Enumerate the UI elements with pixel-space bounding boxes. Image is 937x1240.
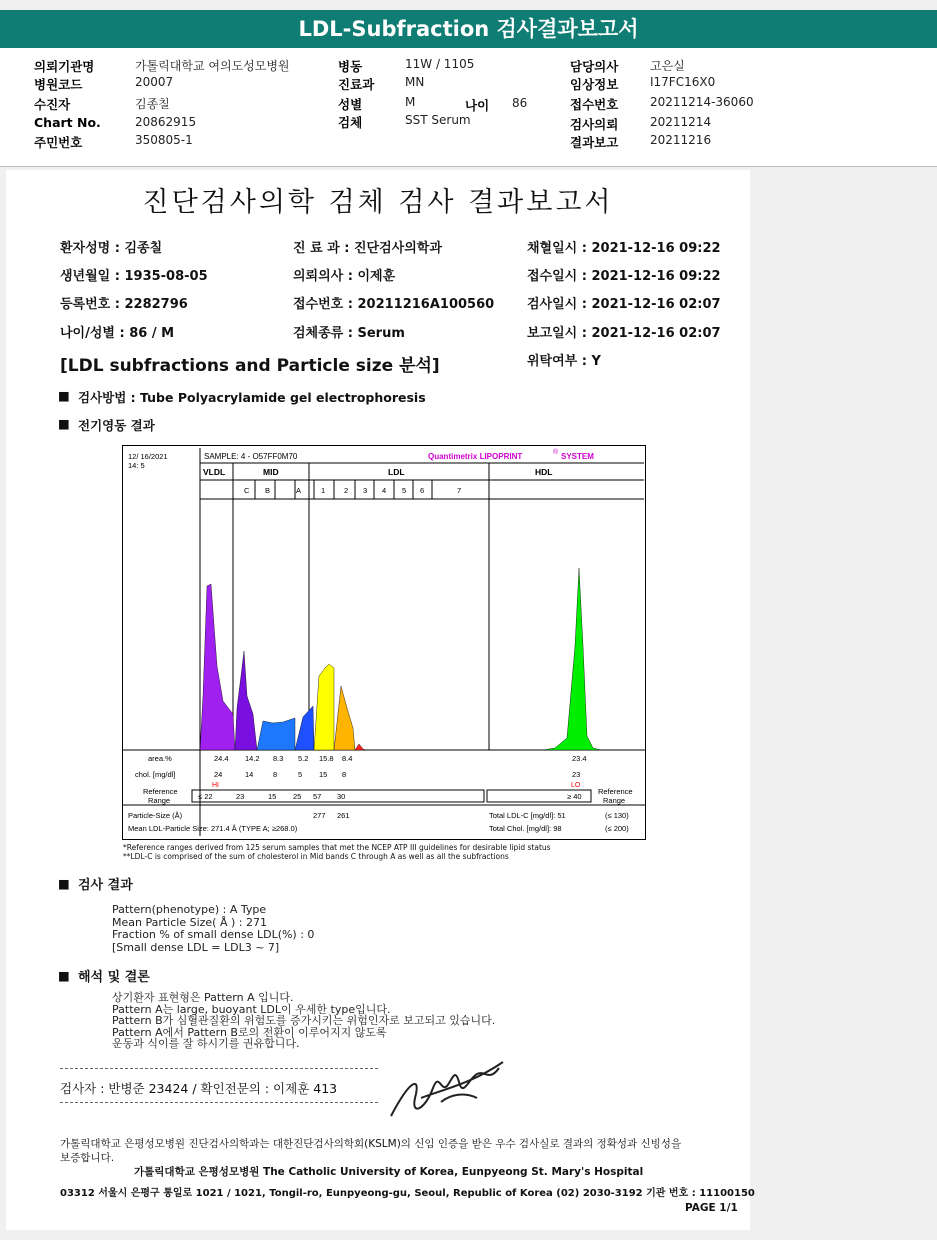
page-number: PAGE 1/1 bbox=[685, 1202, 738, 1214]
ref-hdl-value: ≥ 40 bbox=[567, 792, 582, 801]
entrust-status: 위탁여부 : Y bbox=[527, 354, 601, 369]
signature-image bbox=[381, 1058, 511, 1130]
mid-b-peak bbox=[257, 718, 295, 750]
area-value: 5.2 bbox=[298, 754, 309, 763]
result-line: Fraction % of small dense LDL(%) : 0 bbox=[112, 928, 315, 941]
header-label: 접수번호 bbox=[570, 97, 619, 112]
ref-value: ≤ 22 bbox=[198, 792, 213, 801]
area-value: 15.8 bbox=[319, 754, 334, 763]
header-label: 임상정보 bbox=[570, 77, 619, 92]
header-value: 20007 bbox=[135, 75, 174, 89]
chart-group-label: VLDL bbox=[203, 467, 226, 477]
chart-group-label: MID bbox=[263, 467, 279, 477]
bullet-icon: ■ bbox=[58, 968, 70, 983]
header-value: 350805-1 bbox=[135, 133, 193, 147]
report-title-bar bbox=[0, 10, 937, 48]
chart-band-label: A bbox=[296, 486, 302, 495]
chol-value: 15 bbox=[319, 770, 328, 779]
cert-line-1: 가톨릭대학교 은평성모병원 진단검사의학과는 대한진단검사의학회(KSLM)의 신임 인증을 받은 우수 검사실로 결과의 정확성과 신빙성을 bbox=[60, 1138, 682, 1150]
chart-brand-suffix: SYSTEM bbox=[561, 452, 594, 461]
interpretation-line: 상기환자 표현형은 Pattern A 입니다. bbox=[112, 991, 294, 1004]
hospital-address: 03312 서울시 은평구 통일로 1021 / 1021, Tongil-ro, Eunpyeong-gu, Seoul, Republic of Korea (02) 2030-3192 기관 번호 : 11100150 bbox=[60, 1188, 755, 1199]
header-value: M bbox=[405, 95, 416, 109]
patient-info-item: 접수번호 : 20211216A100560 bbox=[293, 297, 495, 312]
header-label: 병동 bbox=[338, 59, 363, 74]
ref-label: Range bbox=[148, 796, 171, 805]
patient-info-item: 환자성명 : 김종칠 bbox=[60, 241, 163, 256]
patient-info-item: 진 료 과 : 진단검사의학과 bbox=[293, 241, 442, 256]
low-flag: LO bbox=[571, 782, 581, 789]
mid-a-peak bbox=[295, 706, 314, 750]
total-chol-ref: (≤ 200) bbox=[605, 824, 629, 833]
patient-info-item: 의뢰의사 : 이제훈 bbox=[293, 269, 396, 284]
ldl-note: **LDL-C is comprised of the sum of cholesterol in Mid bands C through A as well as all the subfractions bbox=[123, 852, 509, 861]
chart-band-label: 6 bbox=[420, 486, 425, 495]
chart-band-label: 4 bbox=[382, 486, 387, 495]
interpretation-line: Pattern A는 large, buoyant LDL이 우세한 type입니다. bbox=[112, 1002, 391, 1016]
chart-band-label: C bbox=[244, 486, 250, 495]
header-value: SST Serum bbox=[405, 113, 471, 127]
header-label: 병원코드 bbox=[34, 77, 83, 92]
chol-value: 5 bbox=[298, 770, 303, 779]
electro-heading: 전기영동 결과 bbox=[78, 418, 155, 433]
divider bbox=[60, 1102, 378, 1103]
header-label: 진료과 bbox=[338, 77, 375, 92]
chart-band-label: 2 bbox=[344, 486, 349, 495]
result-line: [Small dense LDL = LDL3 ~ 7] bbox=[112, 940, 280, 954]
divider bbox=[60, 1068, 378, 1069]
chol-value: 14 bbox=[245, 770, 254, 779]
result-heading: 검사 결과 bbox=[78, 878, 133, 893]
header-label: 의뢰기관명 bbox=[34, 59, 95, 74]
chart-sample: SAMPLE: 4 - O57FF0M70 bbox=[204, 452, 298, 461]
ref-label: Reference bbox=[143, 787, 178, 796]
chart-band-label: 5 bbox=[402, 486, 407, 495]
patient-info-item: 검사일시 : 2021-12-16 02:07 bbox=[527, 297, 721, 312]
method-line: 검사방법 : Tube Polyacrylamide gel electrophoresis bbox=[78, 390, 426, 405]
age-value: 86 bbox=[512, 96, 528, 110]
signers: 검사자 : 반병준 23424 / 확인전문의 : 이제훈 413 bbox=[60, 1081, 338, 1096]
patient-info-item: 접수일시 : 2021-12-16 09:22 bbox=[527, 269, 721, 284]
area-row-label: area.% bbox=[148, 754, 172, 763]
chart-svg bbox=[123, 446, 645, 839]
header-value: 고은실 bbox=[650, 59, 685, 73]
chart-brand-mark: ® bbox=[553, 449, 559, 456]
chart-group-label: LDL bbox=[388, 467, 405, 477]
chart-date: 12/ 16/2021 bbox=[128, 452, 168, 461]
bullet-icon: ■ bbox=[58, 388, 70, 403]
chart-brand: Quantimetrix LIPOPRINT bbox=[428, 452, 523, 461]
header-value: 20211214 bbox=[650, 115, 712, 129]
chol-row-label: chol. [mg/dl] bbox=[135, 770, 176, 779]
header-label: 담당의사 bbox=[570, 59, 619, 74]
chart-time: 14: 5 bbox=[128, 461, 145, 470]
chart-band-label: 7 bbox=[457, 486, 462, 495]
report-title: 진단검사의학 검체 검사 결과보고서 bbox=[142, 187, 614, 218]
header-value: 20862915 bbox=[135, 115, 197, 129]
patient-info-item: 나이/성별 : 86 / M bbox=[60, 326, 175, 341]
ref-value: 25 bbox=[293, 792, 302, 801]
chol-value: 24 bbox=[214, 770, 223, 779]
chol-value: 8 bbox=[273, 770, 278, 779]
interpretation-line: Pattern A에서 Pattern B로의 전환이 이루어지지 않도록 bbox=[112, 1025, 387, 1039]
header-label: 수진자 bbox=[34, 97, 71, 112]
patient-info-item: 등록번호 : 2282796 bbox=[60, 297, 188, 312]
mean-size-label: Mean LDL-Particle Size: 271.4 Å (TYPE A; ≥268.0) bbox=[128, 824, 298, 833]
interp-heading: 해석 및 결론 bbox=[78, 970, 150, 985]
cert-line-2: 보증합니다. bbox=[60, 1152, 115, 1164]
header-label: Chart No. bbox=[34, 115, 101, 130]
patient-info-item: 생년월일 : 1935-08-05 bbox=[60, 269, 208, 284]
chol-value: 23 bbox=[572, 770, 581, 779]
chart-band-label: B bbox=[265, 486, 271, 495]
header-label: 검체 bbox=[338, 115, 363, 130]
ref-value: 23 bbox=[236, 792, 245, 801]
patient-info-item: 채혈일시 : 2021-12-16 09:22 bbox=[527, 241, 721, 256]
chart-band-label: 3 bbox=[363, 486, 368, 495]
chart-band-label: 1 bbox=[321, 486, 326, 495]
chart-group-label: HDL bbox=[535, 467, 553, 477]
header-value: 가톨릭대학교 여의도성모병원 bbox=[135, 59, 290, 73]
ref-label-right: Range bbox=[603, 796, 626, 805]
header-label: 검사의뢰 bbox=[570, 117, 619, 132]
header-label: 주민번호 bbox=[34, 135, 83, 150]
ldl-1-peak bbox=[314, 664, 334, 750]
report-paper bbox=[6, 170, 755, 1230]
ldl-2-peak bbox=[334, 686, 355, 750]
electrophoresis-chart bbox=[122, 445, 646, 840]
header-value: 20211216 bbox=[650, 133, 712, 147]
area-value: 24.4 bbox=[214, 754, 229, 763]
ref-value: 57 bbox=[313, 792, 322, 801]
header-value: 11W / 1105 bbox=[405, 57, 475, 71]
particle-label: Particle-Size (Å) bbox=[128, 811, 183, 820]
patient-info-item: 검체종류 : Serum bbox=[293, 326, 405, 341]
ref-value: 30 bbox=[337, 792, 346, 801]
area-value: 23.4 bbox=[572, 754, 587, 763]
interpretation-line: Pattern B가 심혈관질환의 위험도를 증가시키는 위험인자로 보고되고 있습니다. bbox=[112, 1014, 496, 1027]
area-value: 14.2 bbox=[245, 754, 260, 763]
result-line: Mean Particle Size( Å ) : 271 bbox=[112, 915, 267, 929]
header-value: 김종칠 bbox=[135, 97, 170, 111]
header-value: 20211214-36060 bbox=[650, 95, 754, 109]
header-value: I17FC16X0 bbox=[650, 75, 716, 89]
particle-value: 261 bbox=[337, 811, 350, 820]
total-chol: Total Chol. [mg/dl]: 98 bbox=[489, 824, 562, 833]
hospital-name: 가톨릭대학교 은평성모병원 The Catholic University of Korea, Eunpyeong St. Mary's Hospital bbox=[134, 1166, 644, 1178]
total-ldl-ref: (≤ 130) bbox=[605, 811, 629, 820]
header-value: MN bbox=[405, 75, 425, 89]
area-value: 8.3 bbox=[273, 754, 284, 763]
section-title: [LDL subfractions and Particle size 분석] bbox=[60, 356, 440, 376]
ref-value: 15 bbox=[268, 792, 277, 801]
header-label: 결과보고 bbox=[570, 135, 619, 150]
chol-value: 8 bbox=[342, 770, 347, 779]
high-flag: HI bbox=[212, 782, 219, 789]
ldl-3-peak bbox=[355, 744, 367, 750]
mid-c-peak bbox=[235, 651, 257, 750]
total-ldl: Total LDL-C [mg/dl]: 51 bbox=[489, 811, 566, 820]
reference-note: *Reference ranges derived from 125 serum samples that met the NCEP ATP III guidelines for desirable lipid status bbox=[123, 843, 551, 852]
hdl-peak bbox=[543, 568, 601, 750]
header-label: 성별 bbox=[338, 97, 363, 112]
particle-value: 277 bbox=[313, 811, 326, 820]
interpretation-line: 운동과 식이를 잘 하시기를 권유합니다. bbox=[112, 1037, 300, 1050]
ref-label-right: Reference bbox=[598, 787, 633, 796]
vldl-peak bbox=[200, 584, 235, 750]
patient-info-item: 보고일시 : 2021-12-16 02:07 bbox=[527, 326, 721, 341]
area-value: 8.4 bbox=[342, 754, 353, 763]
request-header bbox=[0, 48, 937, 167]
result-line: Pattern(phenotype) : A Type bbox=[112, 903, 267, 916]
age-label: 나이 bbox=[465, 98, 490, 113]
bullet-icon: ■ bbox=[58, 876, 70, 891]
bullet-icon: ■ bbox=[58, 416, 70, 431]
window-title: LDL-Subfraction 검사결과보고서 bbox=[298, 17, 639, 41]
